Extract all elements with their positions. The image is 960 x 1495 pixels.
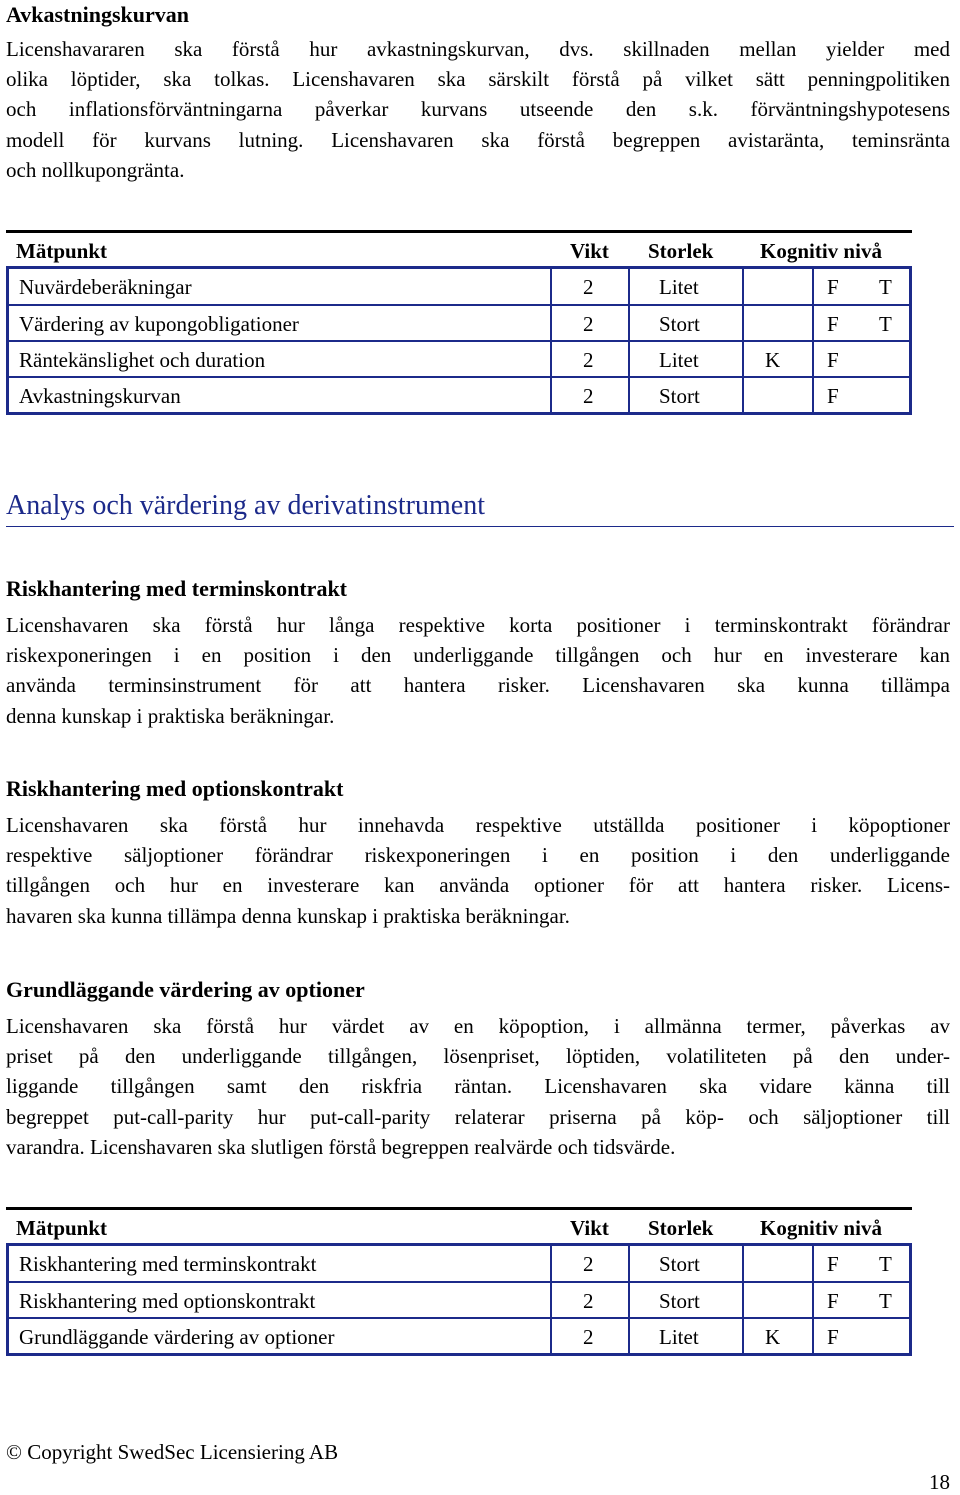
cell-t: T <box>879 275 892 299</box>
page-number: 18 <box>929 1470 950 1494</box>
header-storlek: Storlek <box>648 1216 714 1240</box>
cell-f: F <box>827 1325 839 1349</box>
cell-vikt: 2 <box>583 312 594 336</box>
paragraph-grundlaggande-vardering <box>6 1011 950 1162</box>
paragraph-line: Licenshavaren ska förstå hur värdet av en köpoption, i allmänna termer, påverkas av <box>6 1014 950 1038</box>
paragraph-line: och nollkupongränta. <box>6 157 185 182</box>
table-body <box>6 266 912 415</box>
cell-t: T <box>879 1289 892 1313</box>
table-row <box>9 304 909 342</box>
cell-vikt: 2 <box>583 1325 594 1349</box>
cell-storlek: Stort <box>659 312 700 336</box>
paragraph-line: denna kunskap i praktiska beräkningar. <box>6 703 335 728</box>
cell-matpunkt: Räntekänslighet och duration <box>19 348 266 372</box>
cell-vikt: 2 <box>583 384 594 408</box>
paragraph-line: havaren ska kunna tillämpa denna kunskap i praktiska beräkningar. <box>6 903 570 928</box>
cell-k: K <box>765 1325 781 1349</box>
cell-f: F <box>827 348 839 372</box>
table-row <box>9 340 909 378</box>
section-heading-optionskontrakt: Riskhantering med optionskontrakt <box>6 776 344 801</box>
measure-table-1 <box>6 230 912 416</box>
paragraph-line: priset på den underliggande tillgången, lösenpriset, löptiden, volatiliteten på den under- <box>6 1044 950 1069</box>
cell-storlek: Stort <box>659 1289 700 1313</box>
header-vikt: Vikt <box>570 239 609 263</box>
paragraph-line: respektive säljoptioner förändrar riskexponeringen i en position i den underliggande <box>6 843 950 868</box>
table-row <box>9 1246 909 1282</box>
header-kognitiv-niva: Kognitiv nivå <box>760 1216 882 1240</box>
section-heading-grundlaggande-vardering: Grundläggande värdering av optioner <box>6 977 365 1002</box>
cell-matpunkt: Riskhantering med terminskontrakt <box>19 1252 317 1276</box>
paragraph-terminskontrakt <box>6 610 950 731</box>
paragraph-line: riskexponeringen i en position i den underliggande tillgången och hur en investerare kan <box>6 643 950 668</box>
paragraph-line: begreppet put-call-parity hur put-call-parity relaterar priserna på köp- och säljoptioner till <box>6 1104 950 1129</box>
cell-storlek: Litet <box>659 348 699 372</box>
cell-matpunkt: Värdering av kupongobligationer <box>19 312 299 336</box>
chapter-heading: Analys och värdering av derivatinstrument <box>6 490 954 527</box>
header-vikt: Vikt <box>570 1216 609 1240</box>
cell-f: F <box>827 1289 839 1313</box>
cell-t: T <box>879 1252 892 1276</box>
paragraph-line: varandra. Licenshavaren ska slutligen förstå begreppen realvärde och tidsvärde. <box>6 1134 676 1159</box>
measure-table-2 <box>6 1207 912 1359</box>
table-header-row <box>6 1207 912 1246</box>
table-header-row <box>6 230 912 269</box>
cell-t: T <box>879 312 892 336</box>
table-row <box>9 376 909 414</box>
cell-f: F <box>827 1252 839 1276</box>
cell-vikt: 2 <box>583 1289 594 1313</box>
header-matpunkt: Mätpunkt <box>16 1216 108 1240</box>
table-row <box>9 1281 909 1319</box>
table-row <box>9 1317 909 1355</box>
table-row <box>9 269 909 305</box>
section-heading-terminskontrakt: Riskhantering med terminskontrakt <box>6 576 348 601</box>
paragraph-line: Licenshavaren ska förstå hur långa respektive korta positioner i terminskontrakt förändrar <box>6 613 950 637</box>
paragraph-line: Licenshavaren ska förstå hur innehavda respektive utställda positioner i köpoptioner <box>6 813 950 837</box>
cell-matpunkt: Grundläggande värdering av optioner <box>19 1325 335 1349</box>
cell-matpunkt: Riskhantering med optionskontrakt <box>19 1289 316 1313</box>
cell-f: F <box>827 384 839 408</box>
footer-copyright: © Copyright SwedSec Licensiering AB <box>6 1440 339 1464</box>
paragraph-optionskontrakt <box>6 810 950 931</box>
cell-f: F <box>827 312 839 336</box>
section-heading-avkastningskurvan: Avkastningskurvan <box>6 2 189 27</box>
paragraph-line: och inflationsförväntningarna påverkar kurvans utseende den s.k. förväntningshypotesens <box>6 97 950 122</box>
header-kognitiv-niva: Kognitiv nivå <box>760 239 882 263</box>
paragraph-line: använda terminsinstrument för att hantera risker. Licenshavaren ska kunna tillämpa <box>6 673 950 698</box>
paragraph-avkastningskurvan <box>6 34 950 185</box>
cell-f: F <box>827 275 839 299</box>
table-body <box>6 1243 912 1356</box>
cell-storlek: Litet <box>659 275 699 299</box>
header-matpunkt: Mätpunkt <box>16 239 108 263</box>
cell-vikt: 2 <box>583 1252 594 1276</box>
cell-storlek: Litet <box>659 1325 699 1349</box>
paragraph-line: liggande tillgången samt den riskfria räntan. Licenshavaren ska vidare känna till <box>6 1074 950 1099</box>
cell-k: K <box>765 348 781 372</box>
cell-storlek: Stort <box>659 1252 700 1276</box>
cell-matpunkt: Nuvärdeberäkningar <box>19 275 192 299</box>
paragraph-line: Licenshavararen ska förstå hur avkastningskurvan, dvs. skillnaden mellan yielder med <box>6 37 950 61</box>
paragraph-line: tillgången och hur en investerare kan använda optioner för att hantera risker. Licens- <box>6 873 950 898</box>
paragraph-line: modell för kurvans lutning. Licenshavaren ska förstå begreppen avistaränta, teminsränta <box>6 127 950 152</box>
cell-storlek: Stort <box>659 384 700 408</box>
cell-vikt: 2 <box>583 348 594 372</box>
cell-vikt: 2 <box>583 275 594 299</box>
header-storlek: Storlek <box>648 239 714 263</box>
cell-matpunkt: Avkastningskurvan <box>19 384 181 408</box>
paragraph-line: olika löptider, ska tolkas. Licenshavaren ska särskilt förstå på vilket sätt penningpolitiken <box>6 67 950 92</box>
